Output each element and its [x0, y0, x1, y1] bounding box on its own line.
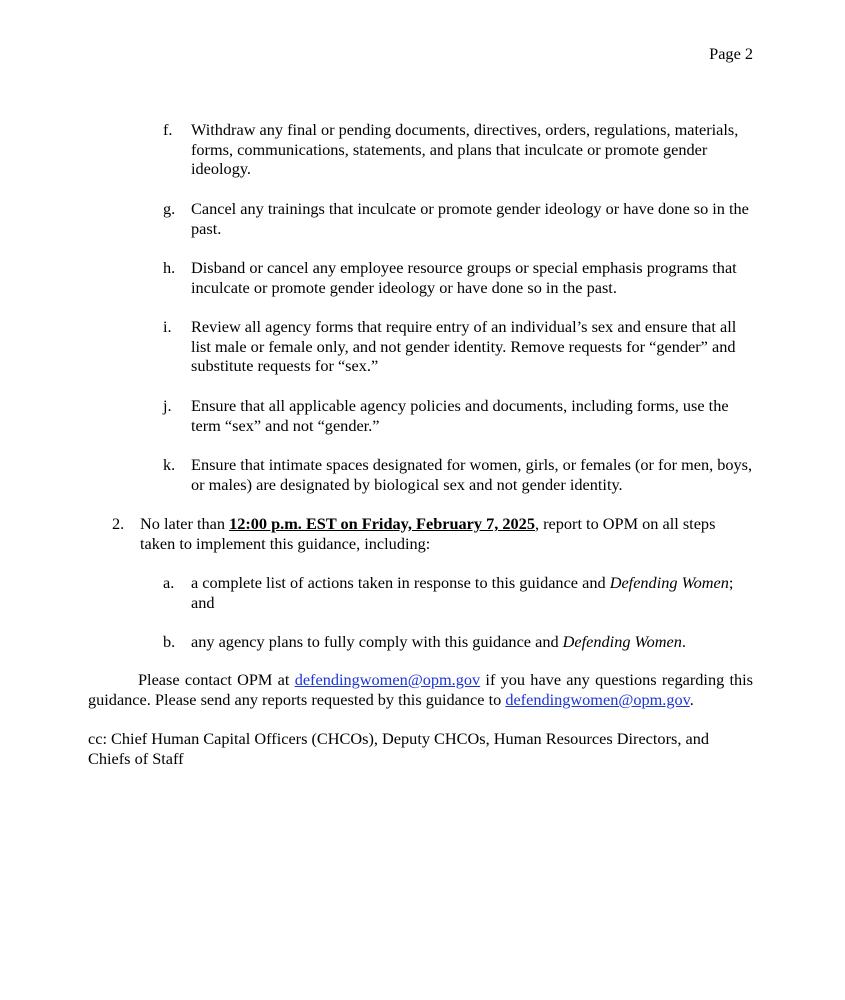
item2-text-before: No later than — [140, 514, 230, 533]
email-link-1[interactable]: defendingwomen@opm.gov — [294, 670, 481, 689]
contact-paragraph — [88, 670, 753, 709]
contact-text-2: if you have any questions regarding this guidance. Please send any reports requested by this guidance to — [88, 670, 754, 709]
list-item-text: Ensure that intimate spaces designated for women, girls, or females (or for men, boys, or males) are designated by biological sex and not gender identity. — [191, 455, 753, 494]
list-item-text: Cancel any trainings that inculcate or promote gender ideology or have done so in the past. — [191, 199, 749, 238]
list-item-label: b. — [163, 632, 176, 651]
list-item-tail: ; and — [191, 573, 734, 612]
list-item-label: f. — [163, 120, 173, 139]
item2-text-after: , report to OPM on all steps taken to implement this guidance, including: — [140, 514, 716, 553]
list-item-text — [191, 632, 753, 652]
list-item-tail: . — [681, 632, 686, 651]
list-item-label: g. — [163, 199, 176, 218]
email-link-2[interactable]: defendingwomen@opm.gov — [505, 689, 690, 709]
list-item-text: Withdraw any final or pending documents, directives, orders, regulations, materials, forms, communications, statements, and plans that inculcate or promote gender ideology. — [191, 120, 739, 178]
list-item-text-main: any agency plans to fully comply with this guidance and — [191, 632, 563, 651]
list-item-text: Review all agency forms that require entry of an individual’s sex and ensure that all list male or female only, and not gender identity. Remove requests for “gender” and substitute requests for “sex.” — [191, 317, 737, 375]
contact-text-3: . — [689, 689, 694, 709]
list-item-text-main: a complete list of actions taken in response to this guidance and — [191, 573, 610, 592]
list-item-text — [191, 573, 753, 612]
list-item-label: j. — [163, 396, 172, 415]
defending-women-title: Defending Women — [562, 632, 682, 651]
list-item-label: i. — [163, 317, 172, 336]
numbered-item-text — [140, 514, 753, 553]
list-item-label: a. — [163, 573, 175, 592]
list-item-text: Disband or cancel any employee resource groups or special emphasis programs that inculcate or promote gender ideology or have done so in the past. — [191, 258, 737, 297]
list-item-label: h. — [163, 258, 176, 277]
defending-women-title: Defending Women — [609, 573, 729, 592]
list-item-text: Ensure that all applicable agency policies and documents, including forms, use the term “sex” and not “gender.” — [191, 396, 729, 435]
deadline-text: 12:00 p.m. EST on Friday, February 7, 2025 — [229, 514, 535, 533]
numbered-item-label: 2. — [112, 514, 125, 533]
page-number: Page 2 — [709, 44, 753, 63]
cc-line: cc: Chief Human Capital Officers (CHCOs), Deputy CHCOs, Human Resources Directors, and Chiefs of Staff — [88, 729, 709, 768]
contact-text-1: Please contact OPM at — [138, 670, 295, 689]
list-item-label: k. — [163, 455, 176, 474]
